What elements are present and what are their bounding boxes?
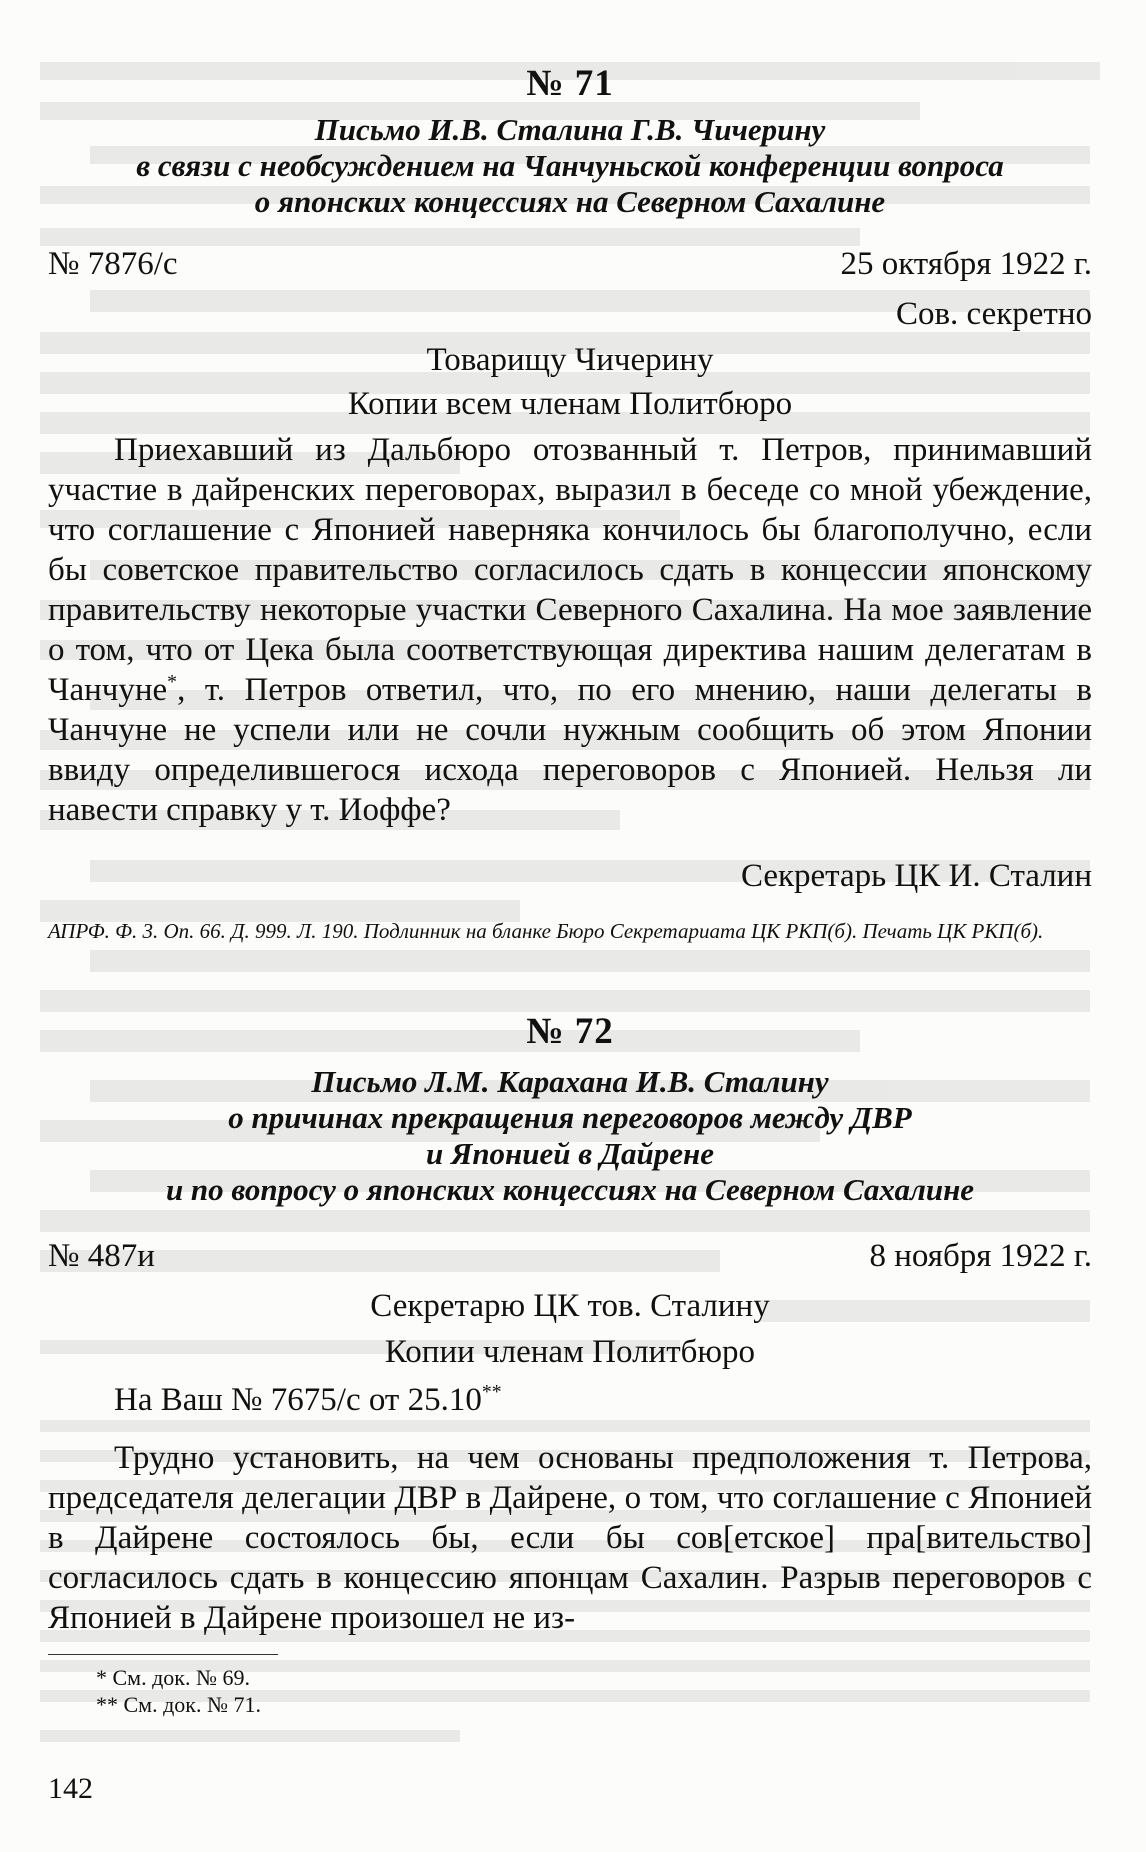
- footnotes: [96, 1664, 996, 1718]
- doc72-title-line: и Японией в Дайрене: [425, 1136, 715, 1171]
- doc71-copies: Копии всем членам Политбюро: [347, 386, 793, 422]
- doc72-title-line: о причинах прекращения переговоров между ДВР: [228, 1100, 912, 1135]
- footnote-marker: *: [167, 671, 178, 693]
- footnote: * См. док. № 69.: [96, 1665, 250, 1690]
- doc71-body-text: Приехавший из Дальбюро отозванный т. Петров, принимавший участие в дайренских переговорах, выразил в беседе со мной убеждение, что соглашение с Японией наверняка кончилось бы благополучно, если бы советское правительство согласилось сдать в концессии японскому правительству некоторые участки Северного Сахалина. На мое заявление о том, что от Цека была соответствующая директива нашим делегатам в Чанчуне: [48, 432, 1092, 708]
- doc71-number: № 71: [526, 63, 614, 104]
- doc72-addressee: Секретарю ЦК тов. Сталину: [370, 1288, 770, 1324]
- doc71-title-line: в связи с необсуждением на Чанчуньской конференции вопроса: [136, 148, 1004, 183]
- doc71-title-line: о японских концессиях на Северном Сахалине: [254, 184, 886, 219]
- doc72-ref-row: [48, 1238, 1092, 1275]
- doc71-title: [48, 112, 1092, 220]
- doc72-copies: Копии членам Политбюро: [384, 1334, 756, 1370]
- page-number: 142: [48, 1772, 93, 1805]
- doc71-date: 25 октября 1922 г.: [840, 246, 1092, 282]
- doc72-body: Трудно установить, на чем основаны предположения т. Петрова, председателя делегации ДВР в Дайрене, о том, что соглашение с Японией в Дайрене состоялось бы, если бы сов[етское] пра[вительство] согласилось сдать в концессию японцам Сахалин. Разрыв переговоров с Японией в Дайрене произошел не из-: [48, 1440, 1092, 1636]
- doc71-ref-row: [48, 246, 1092, 283]
- footnote: ** См. док. № 71.: [96, 1692, 261, 1717]
- doc72-reply-to: [48, 1380, 1146, 1420]
- doc71-body-text-rest: , т. Петров ответил, что, по его мнению, наши делегаты в Чанчуне не успели или не сочли нужным сообщить об этом Японии ввиду определившегося исхода переговоров с Японией. Нельзя ли навести справку у т. Иоффе?: [48, 672, 1092, 828]
- doc71-classification: Сов. секретно: [895, 296, 1092, 332]
- doc71-source: АПРФ. Ф. 3. Оп. 66. Д. 999. Л. 190. Подлинник на бланке Бюро Секретариата ЦК РКП(б). Печать ЦК РКП(б).: [48, 919, 1044, 943]
- doc72-reply-to-text: На Ваш № 7675/с от 25.10: [114, 1382, 482, 1418]
- doc72-number: № 72: [526, 1011, 614, 1052]
- doc72-date: 8 ноября 1922 г.: [869, 1238, 1092, 1274]
- doc72-ref: № 487и: [48, 1238, 155, 1274]
- footnote-rule: [48, 1654, 278, 1655]
- doc71-signature: Секретарь ЦК И. Сталин: [740, 858, 1092, 894]
- doc72-title-line: Письмо Л.М. Карахана И.В. Сталину: [311, 1064, 829, 1099]
- doc72-title-line: и по вопросу о японских концессиях на Северном Сахалине: [165, 1172, 975, 1207]
- doc71-ref: № 7876/с: [48, 246, 178, 282]
- footnote-marker: **: [481, 1381, 502, 1403]
- doc71-body: [48, 430, 1092, 830]
- doc72-title: [48, 1064, 1092, 1208]
- doc71-addressee: Товарищу Чичерину: [426, 342, 714, 378]
- doc71-title-line: Письмо И.В. Сталина Г.В. Чичерину: [314, 112, 826, 147]
